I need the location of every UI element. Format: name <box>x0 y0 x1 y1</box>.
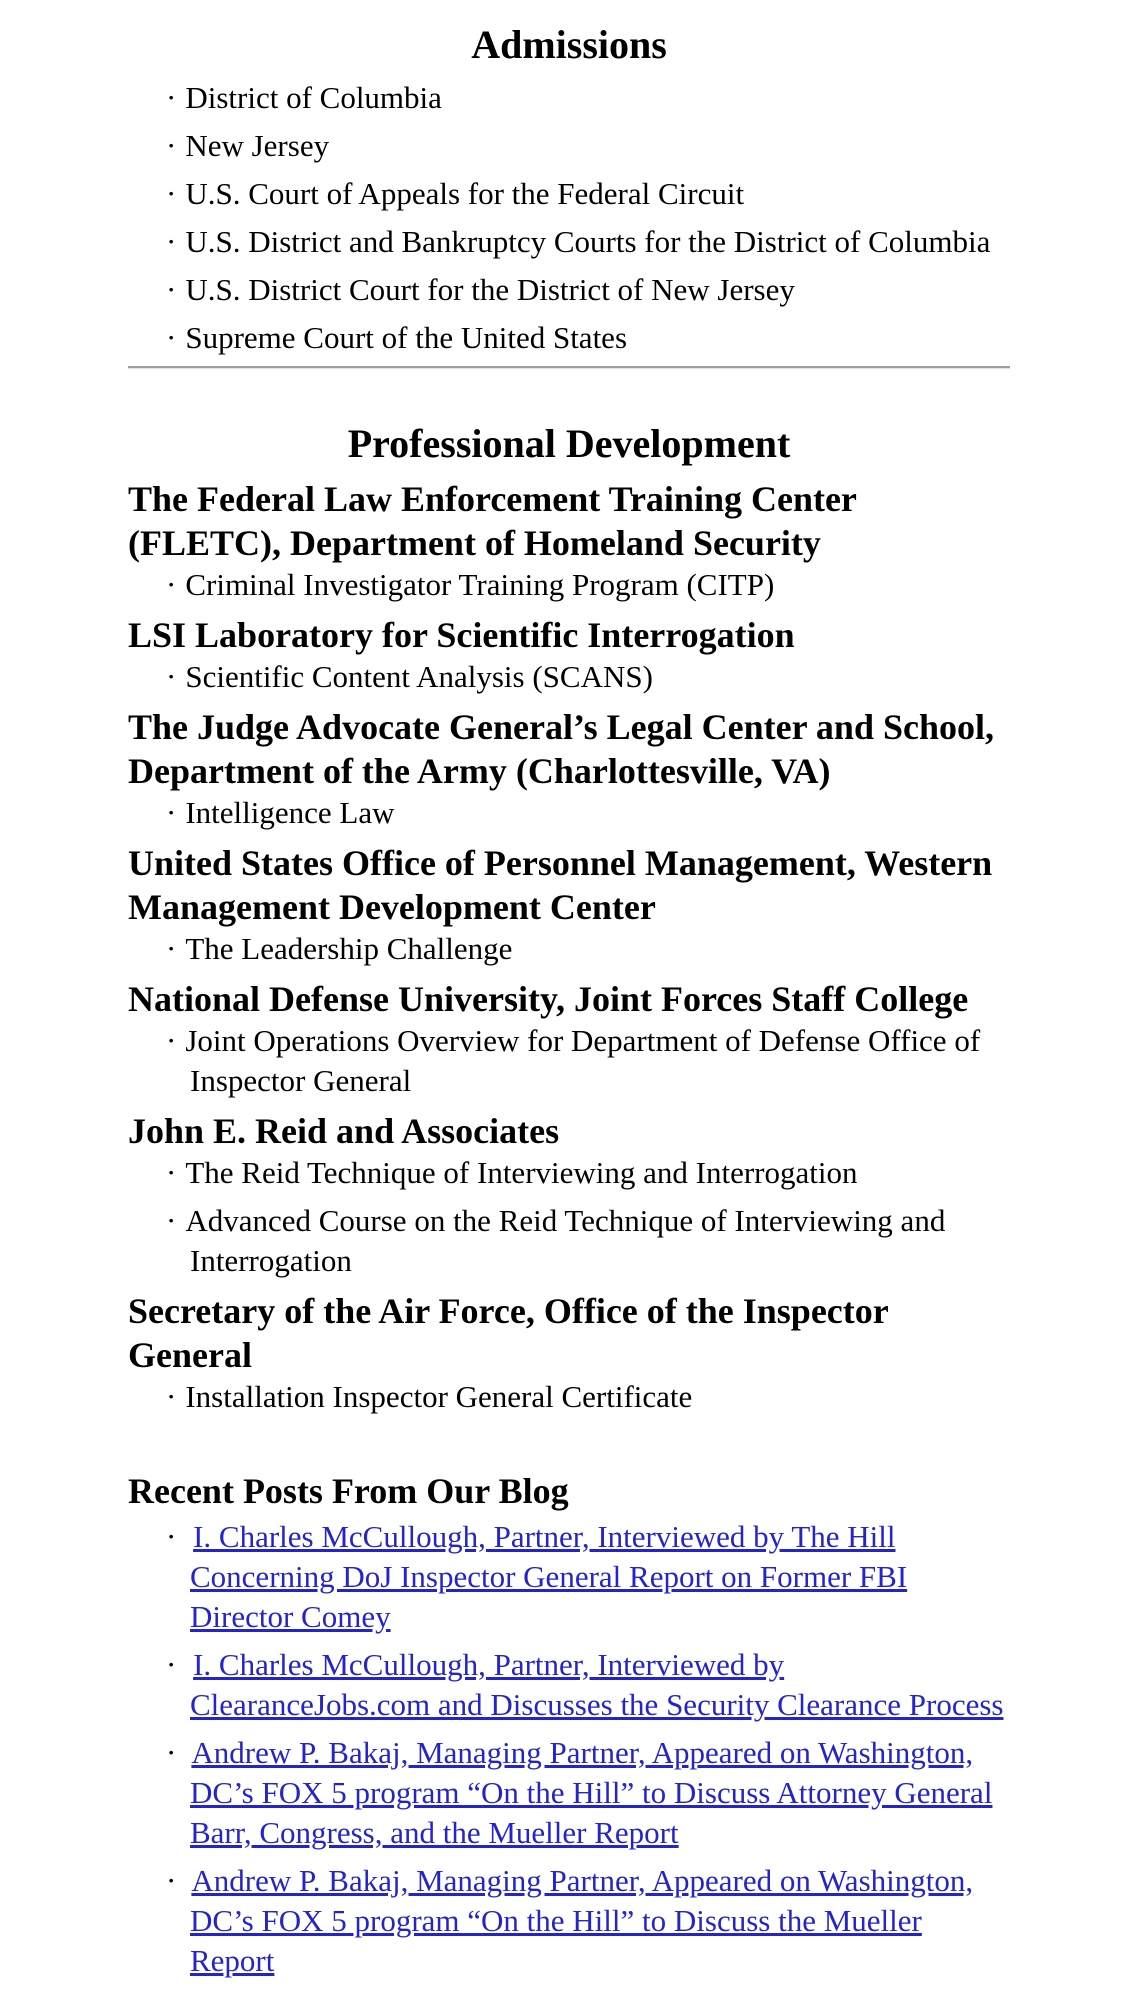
course-list <box>128 929 1010 969</box>
list-item: · New Jersey <box>128 126 1010 166</box>
blog-post-list <box>128 1517 1010 1981</box>
course-list <box>128 1153 1010 1281</box>
admissions-title: Admissions <box>471 22 667 67</box>
course-list <box>128 565 1010 605</box>
list-item <box>128 1645 1010 1725</box>
course-list <box>128 657 1010 697</box>
course-list <box>128 793 1010 833</box>
list-item: · U.S. District and Bankruptcy Courts for the District of Columbia <box>128 222 1010 262</box>
blog-link[interactable]: I. Charles McCullough, Partner, Interviewed by The Hill Concerning DoJ Inspector General Report on Former FBI Director Comey <box>190 1519 908 1634</box>
list-item: · Intelligence Law <box>128 793 1010 833</box>
list-item <box>128 1861 1010 1981</box>
blog-link[interactable]: Andrew P. Bakaj, Managing Partner, Appeared on Washington, DC’s FOX 5 program “On the Hill” to Discuss the Mueller Report <box>190 1863 974 1978</box>
professional-development-section <box>128 421 1010 1417</box>
list-item: · Advanced Course on the Reid Technique of Interviewing and Interrogation <box>128 1201 1010 1281</box>
list-item: · Scientific Content Analysis (SCANS) <box>128 657 1010 697</box>
blog-section <box>128 1469 1010 1981</box>
course-list <box>128 1021 1010 1101</box>
course-list <box>128 1377 1010 1417</box>
list-item: · The Leadership Challenge <box>128 929 1010 969</box>
org-heading: National Defense University, Joint Forces Staff College <box>128 979 969 1019</box>
section-divider <box>128 366 1010 369</box>
list-item: · Supreme Court of the United States <box>128 318 1010 358</box>
org-heading: The Judge Advocate General’s Legal Center and School, Department of the Army (Charlottesville, VA) <box>128 707 994 791</box>
list-item: · Criminal Investigator Training Program (CITP) <box>128 565 1010 605</box>
blog-link[interactable]: Andrew P. Bakaj, Managing Partner, Appeared on Washington, DC’s FOX 5 program “On the Hill” to Discuss Attorney General Barr, Congress, and the Mueller Report <box>190 1735 993 1850</box>
org-heading: John E. Reid and Associates <box>128 1111 560 1151</box>
blog-title: Recent Posts From Our Blog <box>128 1471 569 1511</box>
list-item: · Joint Operations Overview for Department of Defense Office of Inspector General <box>128 1021 1010 1101</box>
blog-link[interactable]: I. Charles McCullough, Partner, Interviewed by ClearanceJobs.com and Discusses the Security Clearance Process <box>190 1647 1004 1722</box>
org-heading: Secretary of the Air Force, Office of the Inspector General <box>128 1291 889 1375</box>
list-item <box>128 1733 1010 1853</box>
admissions-list <box>128 78 1010 358</box>
list-item: · District of Columbia <box>128 78 1010 118</box>
org-heading: The Federal Law Enforcement Training Center (FLETC), Department of Homeland Security <box>128 479 857 563</box>
list-item: · Installation Inspector General Certificate <box>128 1377 1010 1417</box>
list-item: · U.S. District Court for the District of New Jersey <box>128 270 1010 310</box>
org-heading: United States Office of Personnel Management, Western Management Development Center <box>128 843 993 927</box>
list-item: · The Reid Technique of Interviewing and Interrogation <box>128 1153 1010 1193</box>
admissions-section <box>128 22 1010 358</box>
list-item <box>128 1517 1010 1637</box>
org-heading: LSI Laboratory for Scientific Interrogation <box>128 615 795 655</box>
list-item: · U.S. Court of Appeals for the Federal Circuit <box>128 174 1010 214</box>
professional-development-title: Professional Development <box>347 421 791 466</box>
